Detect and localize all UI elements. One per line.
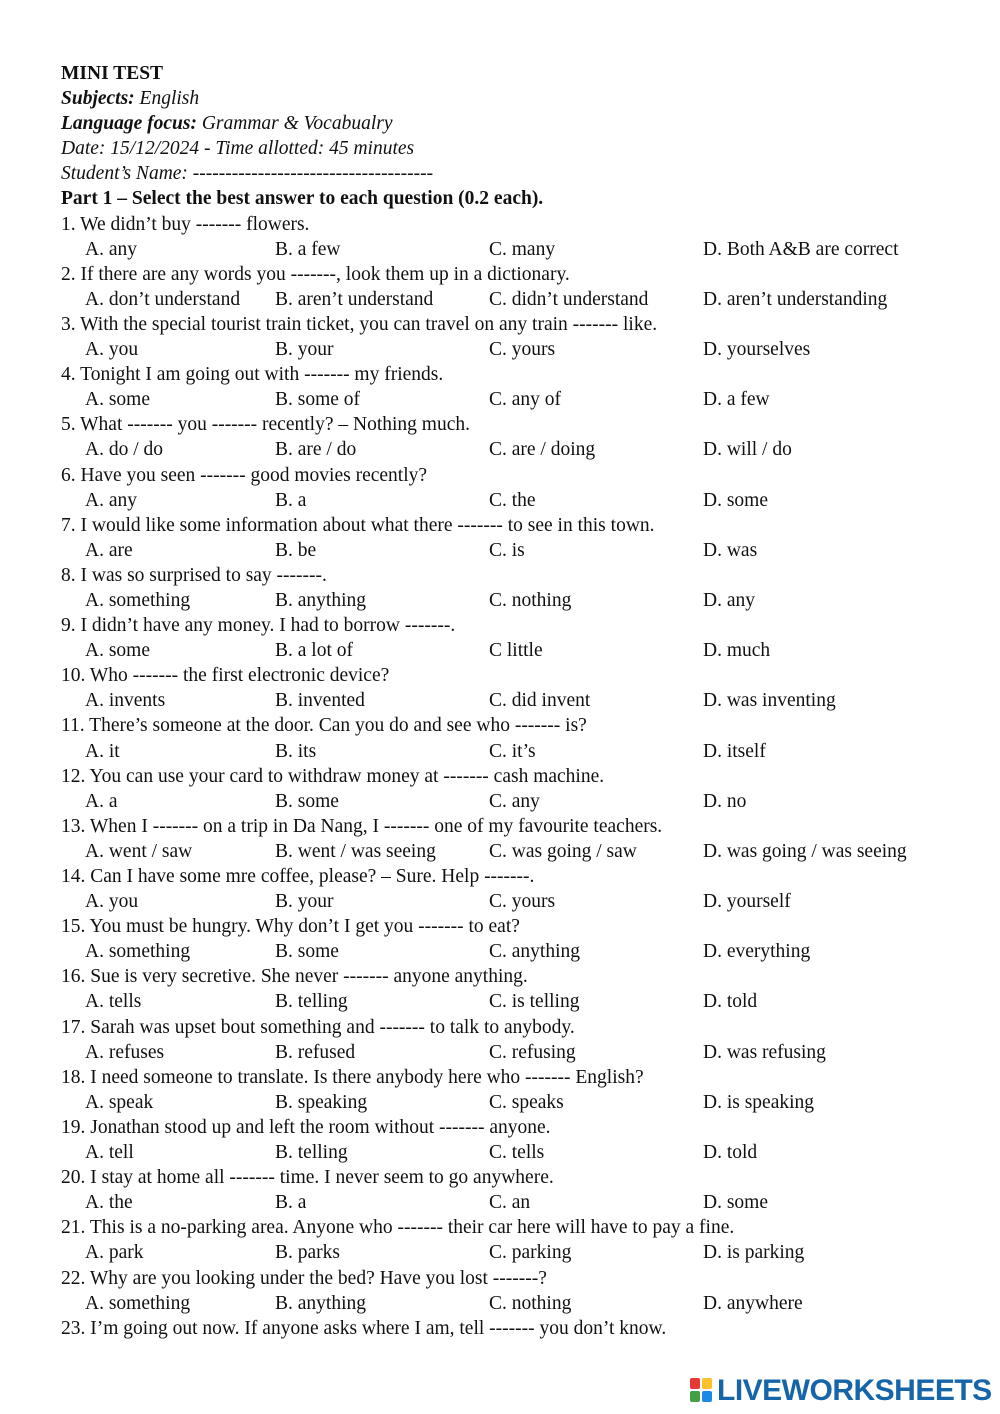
question-text: 17. Sarah was upset bout something and ------- to talk to anybody. <box>61 1016 575 1038</box>
question-text: 21. This is a no-parking area. Anyone who ------- their car here will have to pay a fine. <box>61 1217 735 1239</box>
option-d[interactable]: D. was refusing <box>703 1041 826 1063</box>
question-text: 6. Have you seen ------- good movies recently? <box>61 464 428 486</box>
option-b[interactable]: B. aren’t understand <box>275 288 434 310</box>
option-d[interactable]: D. no <box>703 790 747 812</box>
option-c[interactable]: C. was going / saw <box>489 840 637 862</box>
option-a[interactable]: A. something <box>85 941 191 963</box>
part1-heading: Part 1 – Select the best answer to each question (0.2 each). <box>61 188 544 210</box>
option-b[interactable]: B. telling <box>275 1142 348 1164</box>
answer-options <box>61 1190 961 1215</box>
option-c[interactable]: C. is telling <box>489 991 580 1013</box>
option-a[interactable]: A. are <box>85 539 133 561</box>
answer-options <box>61 387 961 412</box>
option-c[interactable]: C. yours <box>489 891 556 913</box>
question-text: 7. I would like some information about what there ------- to see in this town. <box>61 514 655 536</box>
question-text: 8. I was so surprised to say -------. <box>61 564 327 586</box>
option-b[interactable]: B. went / was seeing <box>275 840 436 862</box>
option-d[interactable]: D. yourself <box>703 891 791 913</box>
option-d[interactable]: D. itself <box>703 740 766 762</box>
answer-options <box>61 1291 961 1316</box>
question-text: 10. Who ------- the first electronic device? <box>61 665 390 687</box>
question-text: 5. What ------- you ------- recently? – Nothing much. <box>61 414 470 436</box>
option-a[interactable]: A. invents <box>85 690 166 712</box>
answer-options <box>61 437 961 462</box>
question-text: 2. If there are any words you -------, look them up in a dictionary. <box>61 263 570 285</box>
option-b[interactable]: B. a <box>275 1192 307 1214</box>
question-text: 20. I stay at home all ------- time. I never seem to go anywhere. <box>61 1167 554 1189</box>
option-c[interactable]: C. the <box>489 489 536 511</box>
option-d[interactable]: D. will / do <box>703 439 792 461</box>
subjects-line <box>61 86 961 111</box>
liveworksheets-logo <box>690 1374 992 1408</box>
answer-options <box>61 989 961 1014</box>
logo-text: LIVEWORKSHEETS <box>717 1374 992 1407</box>
option-c[interactable]: C. speaks <box>489 1091 564 1113</box>
option-b[interactable]: B. invented <box>275 690 365 712</box>
logo-square <box>702 1378 712 1389</box>
option-a[interactable]: A. don’t understand <box>85 288 241 310</box>
answer-options <box>61 638 961 663</box>
option-b[interactable]: B. telling <box>275 991 348 1013</box>
option-d[interactable]: D. everything <box>703 941 811 963</box>
subjects-value: English <box>134 88 200 110</box>
option-a[interactable]: A. some <box>85 640 150 662</box>
logo-mark-icon <box>690 1378 714 1404</box>
option-d[interactable]: D. some <box>703 489 768 511</box>
option-c[interactable]: C. refusing <box>489 1041 576 1063</box>
question-text: 23. I’m going out now. If anyone asks where I am, tell ------- you don’t know. <box>61 1317 667 1339</box>
answer-options <box>61 1090 961 1115</box>
option-d[interactable]: D. anywhere <box>703 1292 803 1314</box>
option-b[interactable]: B. refused <box>275 1041 356 1063</box>
option-c[interactable]: C. many <box>489 238 556 260</box>
option-c[interactable]: C. any <box>489 790 540 812</box>
option-b[interactable]: B. be <box>275 539 317 561</box>
option-d[interactable]: D. aren’t understanding <box>703 288 888 310</box>
option-c[interactable]: C. are / doing <box>489 439 596 461</box>
option-b[interactable]: B. a <box>275 489 307 511</box>
page-title: MINI TEST <box>61 63 164 84</box>
question-text: 1. We didn’t buy ------- flowers. <box>61 213 310 235</box>
option-c[interactable]: C. it’s <box>489 740 536 762</box>
worksheet <box>61 61 961 1341</box>
focus-value: Grammar & Vocabualry <box>196 113 393 135</box>
logo-square <box>690 1378 700 1389</box>
option-d[interactable]: D. Both A&B are correct <box>703 238 899 260</box>
answer-options <box>61 939 961 964</box>
option-d[interactable]: D. some <box>703 1192 768 1214</box>
question-text: 13. When I ------- on a trip in Da Nang, I ------- one of my favourite teachers. <box>61 815 663 837</box>
option-a[interactable]: A. the <box>85 1192 133 1214</box>
question-text: 18. I need someone to translate. Is there anybody here who ------- English? <box>61 1066 644 1088</box>
question-text: 15. You must be hungry. Why don’t I get you ------- to eat? <box>61 916 520 938</box>
student-name-line: Student’s Name: ------------------------------------- <box>61 163 434 185</box>
option-d[interactable]: D. a few <box>703 389 770 411</box>
answer-options <box>61 237 961 262</box>
question-text: 9. I didn’t have any money. I had to borrow -------. <box>61 615 456 637</box>
question-text: 19. Jonathan stood up and left the room without ------- anyone. <box>61 1116 551 1138</box>
option-b[interactable]: B. anything <box>275 589 366 611</box>
option-b[interactable]: B. a lot of <box>275 640 353 662</box>
question-text: 11. There’s someone at the door. Can you do and see who ------- is? <box>61 715 587 737</box>
question-text: 16. Sue is very secretive. She never ------- anyone anything. <box>61 966 528 988</box>
option-c[interactable]: C. parking <box>489 1242 572 1264</box>
option-d[interactable]: D. was inventing <box>703 690 836 712</box>
option-a[interactable]: A. it <box>85 740 120 762</box>
option-d[interactable]: D. was going / was seeing <box>703 840 907 862</box>
option-b[interactable]: B. a few <box>275 238 341 260</box>
question-list <box>61 212 961 1341</box>
option-a[interactable]: A. something <box>85 589 191 611</box>
answer-options <box>61 538 961 563</box>
option-a[interactable]: A. any <box>85 489 137 511</box>
option-b[interactable]: B. speaking <box>275 1091 368 1113</box>
option-a[interactable]: A. tells <box>85 991 142 1013</box>
option-b[interactable]: B. anything <box>275 1292 366 1314</box>
option-b[interactable]: B. some of <box>275 389 361 411</box>
option-d[interactable]: D. told <box>703 991 758 1013</box>
answer-options <box>61 739 961 764</box>
option-c[interactable]: C. did invent <box>489 690 591 712</box>
option-d[interactable]: D. was <box>703 539 758 561</box>
option-c[interactable]: C. nothing <box>489 589 572 611</box>
option-b[interactable]: B. are / do <box>275 439 357 461</box>
answer-options <box>61 1040 961 1065</box>
answer-options <box>61 588 961 613</box>
option-b[interactable]: B. your <box>275 339 334 361</box>
option-a[interactable]: A. you <box>85 891 139 913</box>
option-c[interactable]: C. anything <box>489 941 580 963</box>
option-c[interactable]: C little <box>489 640 543 662</box>
option-b[interactable]: B. parks <box>275 1242 340 1264</box>
option-a[interactable]: A. something <box>85 1292 191 1314</box>
answer-options <box>61 839 961 864</box>
answer-options <box>61 287 961 312</box>
option-a[interactable]: A. some <box>85 389 150 411</box>
option-c[interactable]: C. yours <box>489 339 556 361</box>
option-a[interactable]: A. any <box>85 238 137 260</box>
option-c[interactable]: C. tells <box>489 1142 545 1164</box>
answer-options <box>61 688 961 713</box>
question-text: 22. Why are you looking under the bed? Have you lost -------? <box>61 1267 547 1289</box>
option-c[interactable]: C. didn’t understand <box>489 288 649 310</box>
question-text: 4. Tonight I am going out with ------- my friends. <box>61 364 444 386</box>
date-line: Date: 15/12/2024 - Time allotted: 45 minutes <box>61 138 415 160</box>
option-a[interactable]: A. tell <box>85 1142 134 1164</box>
option-d[interactable]: D. is parking <box>703 1242 805 1264</box>
option-a[interactable]: A. a <box>85 790 118 812</box>
logo-square <box>702 1391 712 1402</box>
answer-options <box>61 488 961 513</box>
focus-label: Language focus: <box>61 113 197 135</box>
option-a[interactable]: A. refuses <box>85 1041 165 1063</box>
option-d[interactable]: D. yourselves <box>703 339 811 361</box>
question-text: 12. You can use your card to withdraw money at ------- cash machine. <box>61 765 605 787</box>
question-text: 14. Can I have some mre coffee, please? – Sure. Help -------. <box>61 866 535 887</box>
option-b[interactable]: B. some <box>275 790 339 812</box>
answer-options <box>61 337 961 362</box>
option-c[interactable]: C. an <box>489 1192 531 1214</box>
option-a[interactable]: A. do / do <box>85 439 163 461</box>
option-b[interactable]: B. your <box>275 891 334 913</box>
option-d[interactable]: D. any <box>703 589 755 611</box>
answer-options <box>61 789 961 814</box>
option-a[interactable]: A. you <box>85 339 139 361</box>
option-d[interactable]: D. told <box>703 1142 758 1164</box>
answer-options <box>61 1240 961 1265</box>
option-a[interactable]: A. park <box>85 1242 144 1264</box>
option-a[interactable]: A. speak <box>85 1091 154 1113</box>
question-text: 3. With the special tourist train ticket, you can travel on any train ------- like. <box>61 313 658 335</box>
option-d[interactable]: D. is speaking <box>703 1091 815 1113</box>
option-c[interactable]: C. is <box>489 539 525 561</box>
subjects-label: Subjects: <box>61 88 135 110</box>
option-b[interactable]: B. some <box>275 941 339 963</box>
option-c[interactable]: C. nothing <box>489 1292 572 1314</box>
option-d[interactable]: D. much <box>703 640 771 662</box>
option-c[interactable]: C. any of <box>489 389 562 411</box>
answer-options <box>61 889 961 914</box>
logo-square <box>690 1391 700 1402</box>
option-b[interactable]: B. its <box>275 740 317 762</box>
option-a[interactable]: A. went / saw <box>85 840 193 862</box>
focus-line <box>61 111 961 136</box>
answer-options <box>61 1140 961 1165</box>
